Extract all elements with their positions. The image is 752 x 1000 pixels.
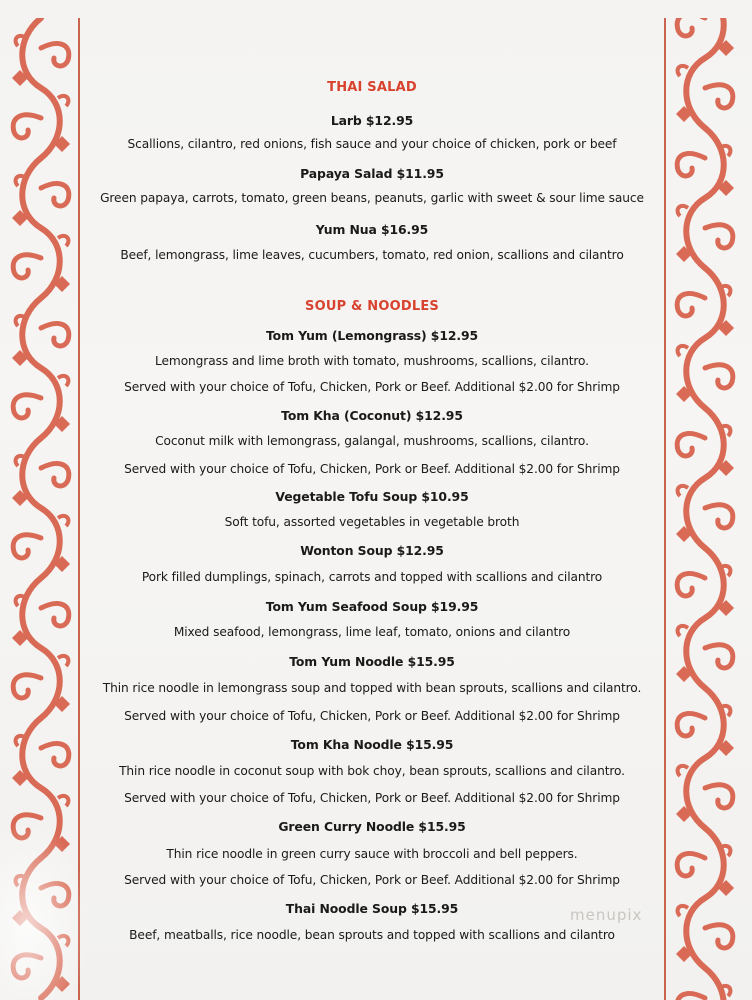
menu-item-description: Scallions, cilantro, red onions, fish sauce and your choice of chicken, pork or beef <box>127 137 617 151</box>
menu-item-name: Thai Noodle Soup $15.95 <box>285 901 459 916</box>
menu-item-name: Tom Kha (Coconut) $12.95 <box>281 408 463 423</box>
menu-item-description: Served with your choice of Tofu, Chicken, Pork or Beef. Additional $2.00 for Shrimp <box>124 462 620 476</box>
menu-item-description: Served with your choice of Tofu, Chicken, Pork or Beef. Additional $2.00 for Shrimp <box>124 380 620 394</box>
menu-item-description: Served with your choice of Tofu, Chicken, Pork or Beef. Additional $2.00 for Shrimp <box>124 873 620 887</box>
menu-item-description: Thin rice noodle in green curry sauce with broccoli and bell peppers. <box>166 847 578 861</box>
border-rule-right <box>664 18 666 1000</box>
menu-item-name: Papaya Salad $11.95 <box>300 166 444 181</box>
menu-content <box>84 0 660 1000</box>
menu-item-name: Green Curry Noodle $15.95 <box>278 819 466 834</box>
menu-item-name: Tom Yum (Lemongrass) $12.95 <box>265 328 479 343</box>
menu-item-description: Coconut milk with lemongrass, galangal, mushrooms, scallions, cilantro. <box>155 434 589 448</box>
menu-item-name: Tom Yum Noodle $15.95 <box>289 654 455 669</box>
photo-glare <box>0 820 90 1000</box>
menu-item-name: Tom Yum Seafood Soup $19.95 <box>265 599 479 614</box>
menu-item-name: Tom Kha Noodle $15.95 <box>290 737 454 752</box>
menu-item-name: Yum Nua $16.95 <box>315 222 429 237</box>
menu-item-name: Larb $12.95 <box>330 113 414 128</box>
menu-item-name: Vegetable Tofu Soup $10.95 <box>275 489 469 504</box>
menu-item-description: Green papaya, carrots, tomato, green beans, peanuts, garlic with sweet & sour lime sauce <box>100 191 644 205</box>
menu-item-description: Mixed seafood, lemongrass, lime leaf, tomato, onions and cilantro <box>173 625 571 639</box>
menu-item-description: Pork filled dumplings, spinach, carrots and topped with scallions and cilantro <box>141 570 603 584</box>
menu-item-description: Thin rice noodle in coconut soup with bok choy, bean sprouts, scallions and cilantro. <box>119 764 625 778</box>
menu-item-name: Wonton Soup $12.95 <box>300 543 444 558</box>
menu-item-description: Served with your choice of Tofu, Chicken, Pork or Beef. Additional $2.00 for Shrimp <box>124 791 620 805</box>
floral-border-right-icon <box>670 18 740 1000</box>
menu-item-description: Beef, meatballs, rice noodle, bean sprouts and topped with scallions and cilantro <box>129 928 615 942</box>
section-title-soup-noodles: SOUP & NOODLES <box>305 299 439 314</box>
menu-item-description: Served with your choice of Tofu, Chicken, Pork or Beef. Additional $2.00 for Shrimp <box>124 709 620 723</box>
menu-item-description: Soft tofu, assorted vegetables in vegetable broth <box>224 515 520 529</box>
watermark: menupix <box>570 906 643 924</box>
menu-item-description: Thin rice noodle in lemongrass soup and topped with bean sprouts, scallions and cilantro. <box>102 681 642 695</box>
floral-vine-ornament-icon <box>670 18 740 1000</box>
menu-item-description: Lemongrass and lime broth with tomato, mushrooms, scallions, cilantro. <box>155 354 589 368</box>
menu-item-description: Beef, lemongrass, lime leaves, cucumbers, tomato, red onion, scallions and cilantro <box>120 248 624 262</box>
section-title-thai-salad: THAI SALAD <box>327 80 417 95</box>
